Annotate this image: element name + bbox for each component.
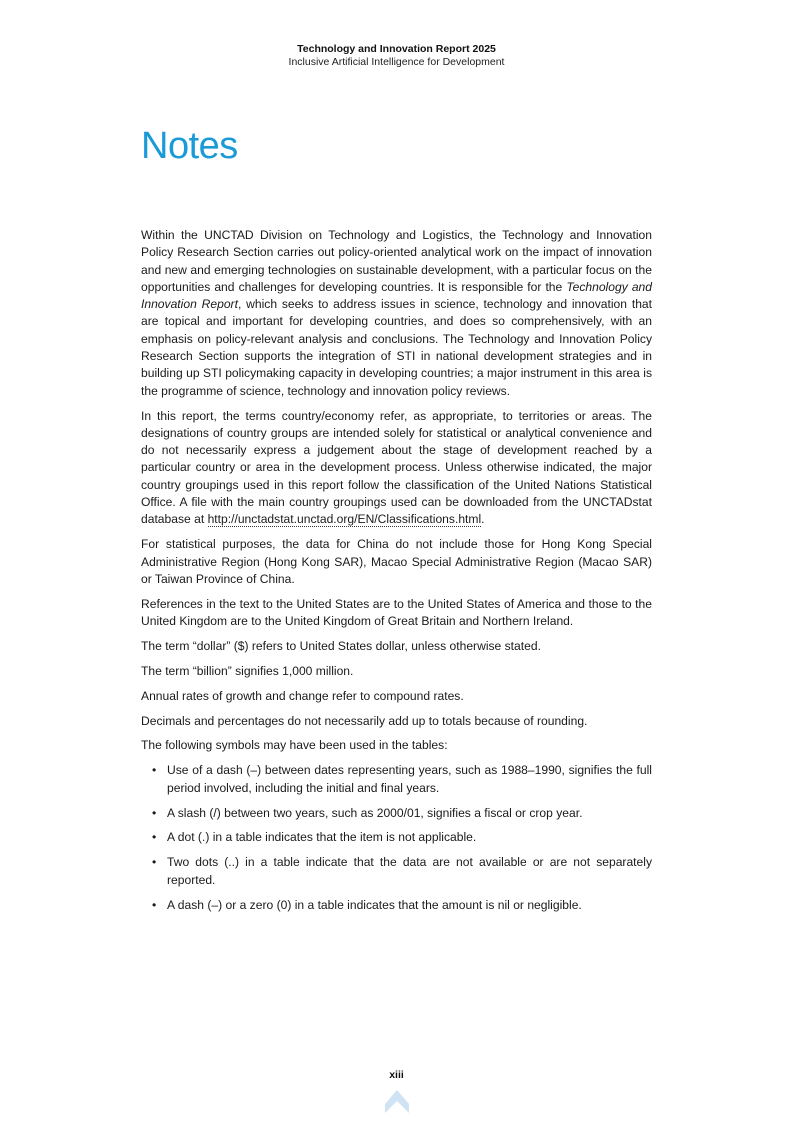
report-title: Technology and Innovation Report 2025	[297, 43, 496, 55]
list-item-text: Two dots (..) in a table indicate that the data are not available or are not separately reported.	[167, 855, 652, 887]
notes-body	[141, 227, 652, 921]
classifications-link[interactable]: http://unctadstat.unctad.org/EN/Classifications.html	[207, 512, 482, 527]
list-item-text: A dot (.) in a table indicates that the item is not applicable.	[167, 830, 477, 845]
paragraph-symbols-intro: The following symbols may have been used in the tables:	[141, 738, 448, 753]
list-item	[141, 897, 652, 914]
chevron-up-shape	[385, 1090, 409, 1113]
report-subtitle: Inclusive Artificial Intelligence for Development	[288, 56, 505, 68]
paragraph-country-terms	[141, 408, 652, 529]
chevron-up-icon[interactable]	[384, 1088, 410, 1114]
paragraph-us-uk: References in the text to the United States are to the United States of America and those to the United Kingdom are to the United Kingdom of Great Britain and Northern Ireland.	[141, 596, 652, 629]
paragraph-growth-rates: Annual rates of growth and change refer to compound rates.	[141, 688, 464, 703]
paragraph-text: In this report, the terms country/economy refer, as appropriate, to territories or areas. The designations of country groups are intended solely for statistical or analytical convenience and do not necessarily express a judgement about the stage of development reached by a particular country or area in the development process. Unless otherwise indicated, the major country groupings used in this report follow the classification of the United Nations Statistical Office. A file with the main country groupings used can be downloaded from the UNCTADstat database at	[141, 408, 652, 527]
list-item	[141, 762, 652, 797]
paragraph-rounding: Decimals and percentages do not necessarily add up to totals because of rounding.	[141, 713, 588, 728]
list-item	[141, 829, 652, 846]
paragraph-text: .	[481, 512, 485, 527]
paragraph-billion: The term “billion” signifies 1,000 million.	[141, 663, 354, 678]
list-item	[141, 805, 652, 822]
paragraph-text: , which seeks to address issues in science, technology and innovation that are topical and important for developing countries, and does so comprehensively, with an emphasis on policy-relevant analysis and conclusions. The Technology and Innovation Policy Research Section supports the integration of STI in national development strategies and in building up STI policymaking capacity in developing countries; a major instrument in this area is the programme of science, technology and innovation policy reviews.	[141, 297, 653, 398]
bullet-icon: •	[152, 897, 157, 912]
page-number: xiii	[389, 1069, 404, 1081]
bullet-icon: •	[152, 805, 157, 820]
running-header	[0, 42, 793, 69]
list-item-text: A dash (–) or a zero (0) in a table indicates that the amount is nil or negligible.	[167, 897, 582, 912]
paragraph-unctad-section	[141, 227, 652, 400]
report-name-italic: Technology and Innovation Report	[141, 279, 652, 312]
list-item	[141, 854, 652, 889]
paragraph-china-data: For statistical purposes, the data for China do not include those for Hong Kong Special Administrative Region (Hong Kong SAR), Macao Special Administrative Region (Macao SAR) or Taiwan Province of China.	[141, 537, 652, 586]
symbol-list	[141, 762, 652, 913]
bullet-icon: •	[152, 830, 157, 845]
list-item-text: Use of a dash (–) between dates representing years, such as 1988–1990, signifies the full period involved, including the initial and final years.	[167, 763, 652, 795]
paragraph-dollar: The term “dollar” ($) refers to United States dollar, unless otherwise stated.	[141, 638, 541, 653]
bullet-icon: •	[152, 763, 157, 778]
paragraph-text: Within the UNCTAD Division on Technology and Logistics, the Technology and Innovation Policy Research Section carries out policy-oriented analytical work on the impact of innovation and new and emerging technologies on sustainable development, with a particular focus on the opportunities and challenges for developing countries. It is responsible for the	[141, 228, 652, 294]
bullet-icon: •	[152, 855, 157, 870]
list-item-text: A slash (/) between two years, such as 2000/01, signifies a fiscal or crop year.	[167, 805, 583, 820]
page-title: Notes	[141, 125, 238, 167]
